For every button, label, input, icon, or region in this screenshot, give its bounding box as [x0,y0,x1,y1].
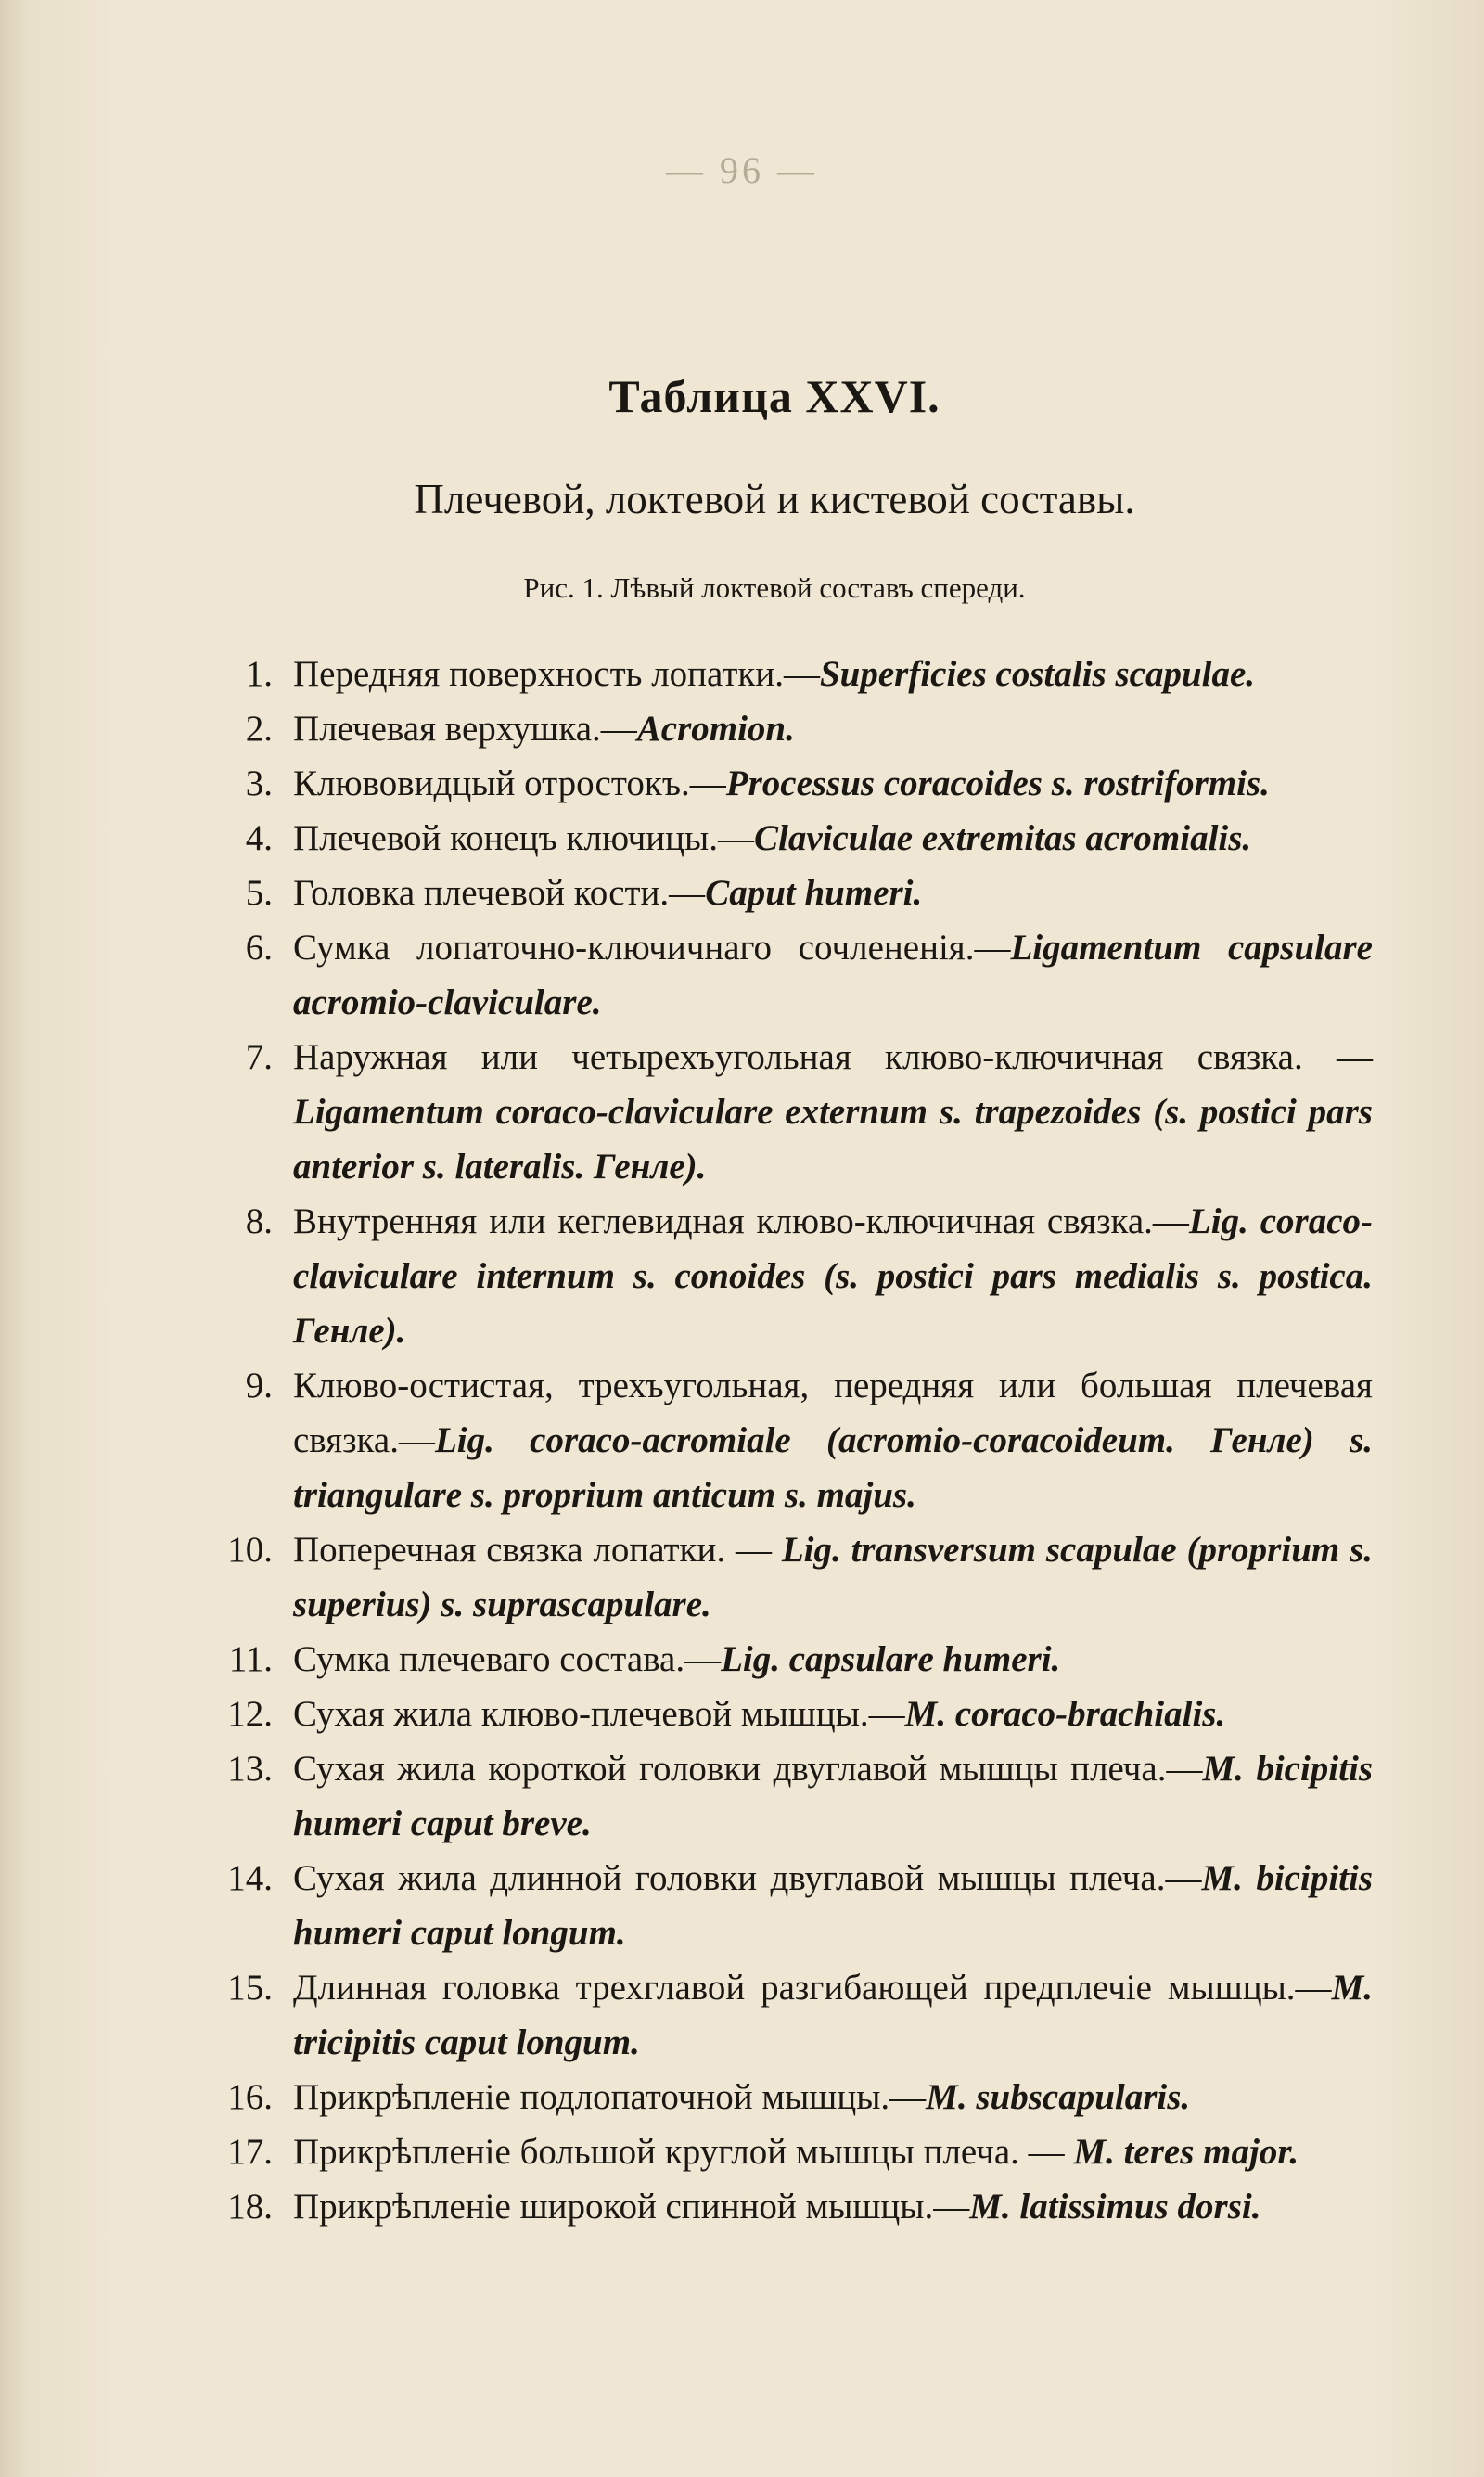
legend-list [176,647,1373,2234]
legend-entry [176,1741,1373,1851]
entry-latin-term: Lig. transversum scapulae (proprium s. superius) s. suprascapulare. [293,1530,1373,1624]
legend-entry [176,647,1373,701]
entry-latin-term: M. bicipitis humeri caput longum. [293,1858,1374,1953]
entry-latin-term: M. tricipitis caput longum. [293,1968,1373,2062]
entry-latin-term: M. latissimus dorsi. [969,2187,1261,2227]
entry-number: 18. [227,2187,273,2227]
entry-russian-text: Передняя поверхность лопатки.— [293,654,820,694]
legend-entry [176,1358,1373,1522]
table-title: Таблица XXVI. [608,370,940,422]
entry-latin-term: Processus coracoides s. rostriformis. [725,764,1270,803]
entry-number: 13. [227,1749,273,1789]
legend-entry [176,2124,1373,2179]
entry-latin-term: M. coraco-brachialis. [904,1694,1226,1734]
entry-latin-term: Ligamentum coraco-claviculare externum s. trapezoides (s. postici pars anterior s. lateralis. Генле). [293,1092,1373,1187]
entry-russian-text: Сухая жила клюво-плечевой мышцы.— [293,1694,905,1734]
entry-number: 9. [245,1366,273,1405]
entry-russian-text: Прикрѣпленіе широкой спинной мышцы.— [293,2187,970,2227]
legend-entry [176,756,1373,811]
table-subtitle: Плечевой, локтевой и кистевой составы. [414,476,1135,522]
entry-number: 7. [245,1037,273,1077]
entry-latin-term: Lig. capsulare humeri. [721,1639,1061,1679]
legend-entry [176,2070,1373,2124]
entry-latin-term: Caput humeri. [705,873,923,913]
entry-latin-term: Ligamentum capsulare acromio-claviculare. [293,928,1373,1022]
entry-latin-term: Superficies costalis scapulae. [819,654,1256,694]
entry-russian-text: Прикрѣпленіе большой круглой мышцы плеча. — [293,2132,1074,2172]
entry-russian-text: Плечевой конецъ ключицы.— [293,818,754,858]
entry-number: 1. [245,654,273,694]
entry-latin-term: M. teres major. [1073,2132,1299,2172]
entry-russian-text: Сумка лопаточно-ключичнаго сочлененія.— [293,928,1011,968]
entry-latin-term: Claviculae extremitas acromialis. [753,818,1252,858]
entry-russian-text: Внутренняя или кеглевидная клюво-ключичная связка.— [293,1201,1189,1241]
entry-latin-term: Lig. coraco-acromiale (acromio-coracoideum. Генле) s. triangulare s. proprium anticum s. majus. [293,1420,1373,1515]
entry-number: 2. [245,709,273,749]
legend-entry [176,1194,1373,1358]
entry-latin-term: M. subscapularis. [926,2077,1191,2117]
entry-russian-text: Клювовидцый отростокъ.— [293,764,726,803]
entry-number: 8. [245,1201,273,1241]
entry-russian-text: Головка плечевой кости.— [293,873,706,913]
legend-entry [176,701,1373,756]
page-number: — 96 — [666,149,818,191]
legend-entry [176,1687,1373,1741]
legend-entry [176,811,1373,866]
legend-entry [176,1960,1373,2070]
legend-entry [176,2179,1373,2234]
entry-number: 17. [227,2132,273,2172]
entry-number: 15. [227,1968,273,2008]
entry-number: 6. [245,928,273,968]
entry-russian-text: Плечевая верхушка.— [293,709,637,749]
figure-caption: Рис. 1. Лѣвый локтевой составъ спереди. [523,571,1026,604]
legend-entry [176,1632,1373,1687]
entry-latin-term: Acromion. [636,709,795,749]
entry-russian-text: Поперечная связка лопатки. — [293,1530,782,1570]
legend-entry [176,1030,1373,1194]
entry-number: 5. [245,873,273,913]
legend-entry [176,1851,1373,1960]
entry-number: 12. [227,1694,273,1734]
entry-number: 11. [228,1639,273,1679]
entry-russian-text: Сухая жила длинной головки двуглавой мышцы плеча.— [293,1858,1202,1898]
entry-russian-text: Сухая жила короткой головки двуглавой мышцы плеча.— [293,1749,1203,1789]
entry-number: 16. [227,2077,273,2117]
legend-entry [176,1522,1373,1632]
entry-number: 3. [245,764,273,803]
entry-latin-term: M. bicipitis humeri caput breve. [293,1749,1373,1843]
entry-russian-text: Клюво-остистая, трехъугольная, передняя или большая плечевая связка.— [293,1366,1373,1460]
entry-number: 4. [245,818,273,858]
legend-entry [176,920,1373,1030]
entry-russian-text: Прикрѣпленіе подлопаточной мышцы.— [293,2077,927,2117]
entry-russian-text: Длинная головка трехглавой разгибающей предплечіе мышцы.— [293,1968,1332,2008]
entry-russian-text: Сумка плечеваго состава.— [293,1639,722,1679]
entry-number: 10. [227,1530,273,1570]
entry-number: 14. [227,1858,273,1898]
entry-russian-text: Наружная или четырехъугольная клюво-ключичная связка. — [293,1037,1373,1077]
entry-latin-term: Lig. coraco-claviculare internum s. conoides (s. postici pars medialis s. postica. Генле). [293,1201,1373,1351]
legend-entry [176,866,1373,920]
